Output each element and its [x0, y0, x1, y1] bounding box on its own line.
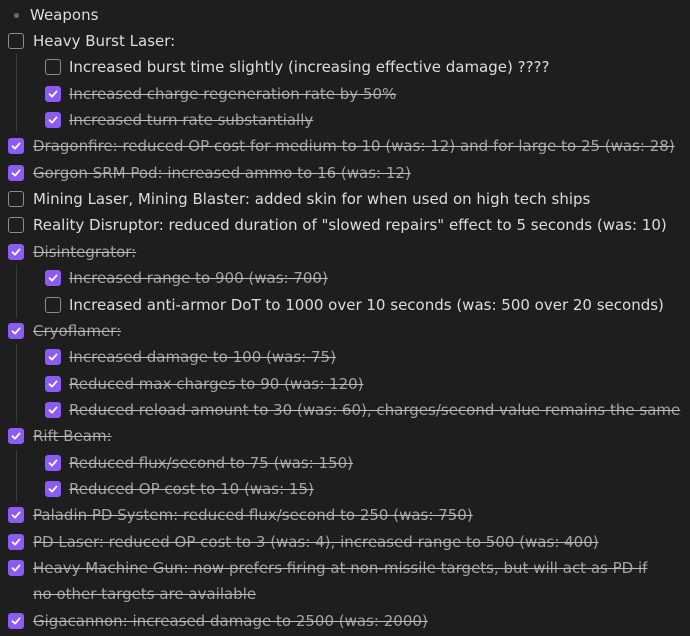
checkbox-checked[interactable] [45, 270, 61, 286]
check-icon [47, 88, 59, 100]
task-label: Increased damage to 100 (was: 75) [69, 348, 336, 367]
task-label: Rift Beam: [33, 427, 112, 446]
checkbox-checked[interactable] [8, 534, 24, 550]
task-label: Gigacannon: increased damage to 2500 (was: 2000) [33, 611, 428, 630]
checkbox-checked[interactable] [8, 323, 24, 339]
checkbox-checked[interactable] [45, 376, 61, 392]
bullet-weapons-label: Weapons [30, 6, 99, 24]
check-icon [10, 430, 22, 442]
task-label: PD Laser: reduced OP cost to 3 (was: 4), increased range to 500 (was: 400) [33, 532, 599, 551]
checkbox-checked[interactable] [45, 455, 61, 471]
subtask-item [0, 292, 690, 318]
checkbox-unchecked[interactable] [8, 217, 24, 233]
subtask-item [0, 371, 690, 397]
checkbox-unchecked[interactable] [8, 191, 24, 207]
indent-guide [16, 54, 17, 133]
check-icon [47, 272, 59, 284]
check-icon [10, 615, 22, 627]
checkbox-checked[interactable] [45, 402, 61, 418]
task-label: Increased burst time slightly (increasing effective damage) ???? [69, 58, 550, 77]
subtask-item [0, 54, 690, 80]
task-label: Reduced flux/second to 75 (was: 150) [69, 453, 354, 472]
task-label: Cryoflamer: [33, 321, 122, 340]
subtask-item [0, 450, 690, 476]
checkbox-checked[interactable] [8, 560, 24, 576]
check-icon [47, 404, 59, 416]
task-label: Mining Laser, Mining Blaster: added skin for when used on high tech ships [33, 190, 591, 209]
task-item [0, 318, 690, 344]
task-item [0, 133, 690, 159]
task-label: Increased turn rate substantially [69, 111, 314, 130]
task-label: Reduced OP cost to 10 (was: 15) [69, 479, 314, 498]
task-label: Increased charge regeneration rate by 50% [69, 84, 397, 103]
subtask-item [0, 397, 690, 423]
subtask-item [0, 107, 690, 133]
check-icon [47, 483, 59, 495]
bullet-weapons [0, 2, 200, 28]
task-label: Heavy Burst Laser: [33, 32, 176, 50]
check-icon [10, 509, 22, 521]
task-item [0, 555, 690, 603]
task-item [0, 529, 690, 555]
task-item [0, 212, 690, 238]
task-label: Dragonfire: reduced OP cost for medium to 10 (was: 12) and for large to 25 (was: 28) [33, 137, 675, 156]
indent-guide [16, 344, 17, 423]
bullet-dot-icon [14, 13, 19, 18]
task-label: Gorgon SRM Pod: increased ammo to 16 (was: 12) [33, 163, 411, 182]
check-icon [47, 378, 59, 390]
check-icon [10, 167, 22, 179]
task-item [0, 239, 690, 265]
checkbox-checked[interactable] [8, 244, 24, 260]
checkbox-checked[interactable] [8, 428, 24, 444]
subtask-item [0, 344, 690, 370]
task-label: Reality Disruptor: reduced duration of "slowed repairs" effect to 5 seconds (was: 10) [33, 216, 667, 235]
check-icon [47, 457, 59, 469]
task-label: Heavy Machine Gun: now prefers firing at non-missile targets, but will act as PD if no other targets are available [33, 558, 648, 603]
checkbox-checked[interactable] [8, 613, 24, 629]
indent-guide [16, 450, 17, 503]
subtask-item [0, 81, 690, 107]
task-label: Paladin PD System: reduced flux/second to 250 (was: 750) [33, 506, 473, 525]
checkbox-checked[interactable] [45, 481, 61, 497]
checkbox-checked[interactable] [45, 112, 61, 128]
check-icon [10, 325, 22, 337]
subtask-item [0, 476, 690, 502]
checkbox-unchecked[interactable] [45, 297, 61, 313]
checkbox-unchecked[interactable] [45, 59, 61, 75]
checkbox-checked[interactable] [8, 507, 24, 523]
checkbox-checked[interactable] [8, 165, 24, 181]
indent-guide [16, 265, 17, 318]
task-label: Reduced reload amount to 30 (was: 60), charges/second value remains the same [69, 400, 681, 419]
checkbox-unchecked[interactable] [8, 33, 24, 49]
task-item [0, 186, 690, 212]
checkbox-checked[interactable] [45, 349, 61, 365]
checkbox-checked[interactable] [8, 138, 24, 154]
task-label: Increased range to 900 (was: 700) [69, 269, 328, 288]
check-icon [47, 114, 59, 126]
check-icon [47, 351, 59, 363]
task-label: Disintegrator: [33, 242, 137, 261]
task-item [0, 608, 690, 634]
task-label: Reduced max charges to 90 (was: 120) [69, 374, 364, 393]
checkbox-checked[interactable] [45, 86, 61, 102]
task-item [0, 28, 690, 54]
task-item [0, 160, 690, 186]
check-icon [10, 140, 22, 152]
check-icon [10, 536, 22, 548]
check-icon [10, 246, 22, 258]
task-item [0, 423, 690, 449]
check-icon [10, 562, 22, 574]
task-item [0, 502, 690, 528]
task-label: Increased anti-armor DoT to 1000 over 10 seconds (was: 500 over 20 seconds) [69, 295, 664, 314]
subtask-item [0, 265, 690, 291]
